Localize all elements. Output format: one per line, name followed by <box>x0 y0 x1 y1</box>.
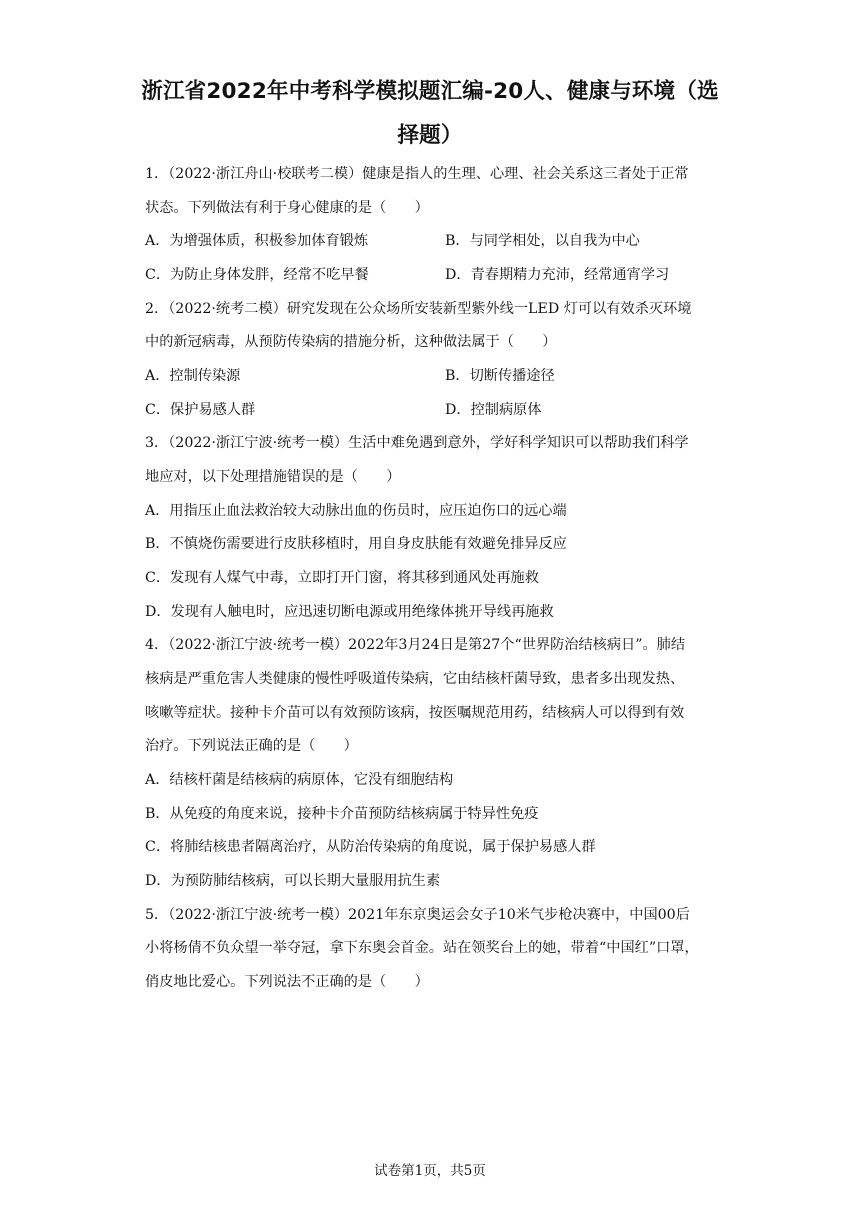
page-footer: 试卷第1页，共5页 <box>374 1163 486 1179</box>
question-5-stem-line-2: 小将杨倩不负众望一举夺冠，拿下东奥会首金。站在领奖台上的她，带着“中国红”口罩， <box>145 940 699 956</box>
question-4-stem-line-3: 咳嗽等症状。接种卡介苗可以有效预防该病，按医嘱规范用药，结核病人可以得到有效 <box>145 705 685 721</box>
question-5-stem-line-3: 俏皮地比爱心。下列说法不正确的是（ ） <box>145 974 429 990</box>
question-1-option-b: B．与同学相处，以自我为中心 <box>445 233 640 249</box>
question-1-option-a: A．为增强体质，积极参加体育锻炼 <box>145 233 369 249</box>
question-2-option-d: D．控制病原体 <box>445 402 542 418</box>
question-3-stem-line-2: 地应对，以下处理措施错误的是（ ） <box>145 469 401 485</box>
question-4-option-d: D．为预防肺结核病，可以长期大量服用抗生素 <box>145 873 441 889</box>
question-3-option-d: D．发现有人触电时，应迅速切断电源或用绝缘体挑开导线再施救 <box>145 604 554 620</box>
question-1-option-d: D．青春期精力充沛，经常通宵学习 <box>445 267 670 283</box>
question-3-option-c: C．发现有人煤气中毒，立即打开门窗，将其移到通风处再施救 <box>145 570 539 586</box>
question-4-stem-line-4: 治疗。下列说法正确的是（ ） <box>145 738 358 754</box>
question-3-option-a: A．用指压止血法救治较大动脉出血的伤员时，应压迫伤口的远心端 <box>145 503 567 519</box>
question-2-option-b: B．切断传播途径 <box>445 368 555 384</box>
question-2-stem-line-2: 中的新冠病毒，从预防传染病的措施分析，这种做法属于（ ） <box>145 334 557 350</box>
question-4-stem-line-1: 4．（2022·浙江宁波·统考一模）2022年3月24日是第27个“世界防治结核病日”。肺结 <box>145 637 686 653</box>
question-2-option-c: C．保护易感人群 <box>145 402 256 418</box>
question-4-option-c: C．将肺结核患者隔离治疗，从防治传染病的角度说，属于保护易感人群 <box>145 839 596 855</box>
question-1-stem-line-1: 1．（2022·浙江舟山·校联考二模）健康是指人的生理、心理、社会关系这三者处于正常 <box>145 166 689 182</box>
question-2-option-a: A．控制传染源 <box>145 368 241 384</box>
question-4-stem-line-2: 核病是严重危害人类健康的慢性呼吸道传染病，它由结核杆菌导致，患者多出现发热、 <box>145 671 685 687</box>
question-2-stem-line-1: 2．（2022·统考二模）研究发现在公众场所安装新型紫外线一LED 灯可以有效杀灭环境 <box>145 301 692 317</box>
question-3-stem-line-1: 3．（2022·浙江宁波·统考一模）生活中难免遇到意外，学好科学知识可以帮助我们科学 <box>145 435 689 451</box>
question-1-option-c: C．为防止身体发胖，经常不吃早餐 <box>145 267 369 283</box>
question-5-stem-line-1: 5．（2022·浙江宁波·统考一模）2021年东京奥运会女子10米气步枪决赛中，中国00后 <box>145 907 690 923</box>
question-4-option-b: B．从免疫的角度来说，接种卡介苗预防结核病属于特异性免疫 <box>145 806 539 822</box>
page-title-continued: 择题） <box>397 123 463 148</box>
question-3-option-b: B．不慎烧伤需要进行皮肤移植时，用自身皮肤能有效避免排异反应 <box>145 536 567 552</box>
question-4-option-a: A．结核杆菌是结核病的病原体，它没有细胞结构 <box>145 772 454 788</box>
question-1-stem-line-2: 状态。下列做法有利于身心健康的是（ ） <box>145 200 429 216</box>
page-title: 浙江省2022年中考科学模拟题汇编-20人、健康与环境（选 <box>141 79 719 104</box>
